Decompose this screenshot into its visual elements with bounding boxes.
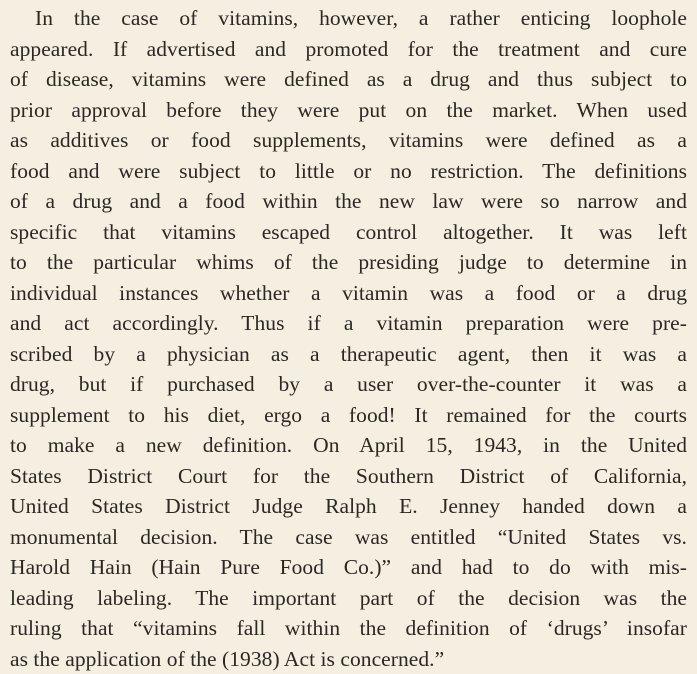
paragraph-line: monumental decision. The case was entitled “United States vs. — [10, 522, 687, 553]
paragraph-line: as additives or food supplements, vitamins were defined as a — [10, 125, 687, 156]
paragraph-line: individual instances whether a vitamin was a food or a drug — [10, 278, 687, 309]
paragraph-line: as the application of the (1938) Act is concerned.” — [10, 644, 687, 674]
paragraph-line: to make a new definition. On April 15, 1943, in the United — [10, 430, 687, 461]
paragraph-line: of disease, vitamins were defined as a drug and thus subject to — [10, 64, 687, 95]
paragraph-line: appeared. If advertised and promoted for the treatment and cure — [10, 34, 687, 65]
paragraph-line: leading labeling. The important part of the decision was the — [10, 583, 687, 614]
paragraph-line: of a drug and a food within the new law were so narrow and — [10, 186, 687, 217]
paragraph-line: to the particular whims of the presiding judge to determine in — [10, 247, 687, 278]
paragraph-line: ruling that “vitamins fall within the definition of ‘drugs’ insofar — [10, 613, 687, 644]
paragraph-line: and act accordingly. Thus if a vitamin preparation were pre- — [10, 308, 687, 339]
paragraph-line: In the case of vitamins, however, a rather enticing loophole — [10, 3, 687, 34]
paragraph-line: drug, but if purchased by a user over-the-counter it was a — [10, 369, 687, 400]
paragraph-line: States District Court for the Southern District of California, — [10, 461, 687, 492]
paragraph-line: specific that vitamins escaped control altogether. It was left — [10, 217, 687, 248]
body-paragraph — [10, 3, 687, 674]
paragraph-line: supplement to his diet, ergo a food! It remained for the courts — [10, 400, 687, 431]
paragraph-line: scribed by a physician as a therapeutic agent, then it was a — [10, 339, 687, 370]
paragraph-line: Harold Hain (Hain Pure Food Co.)” and had to do with mis- — [10, 552, 687, 583]
paragraph-line: prior approval before they were put on the market. When used — [10, 95, 687, 126]
paragraph-line: food and were subject to little or no restriction. The definitions — [10, 156, 687, 187]
paragraph-line: United States District Judge Ralph E. Jenney handed down a — [10, 491, 687, 522]
